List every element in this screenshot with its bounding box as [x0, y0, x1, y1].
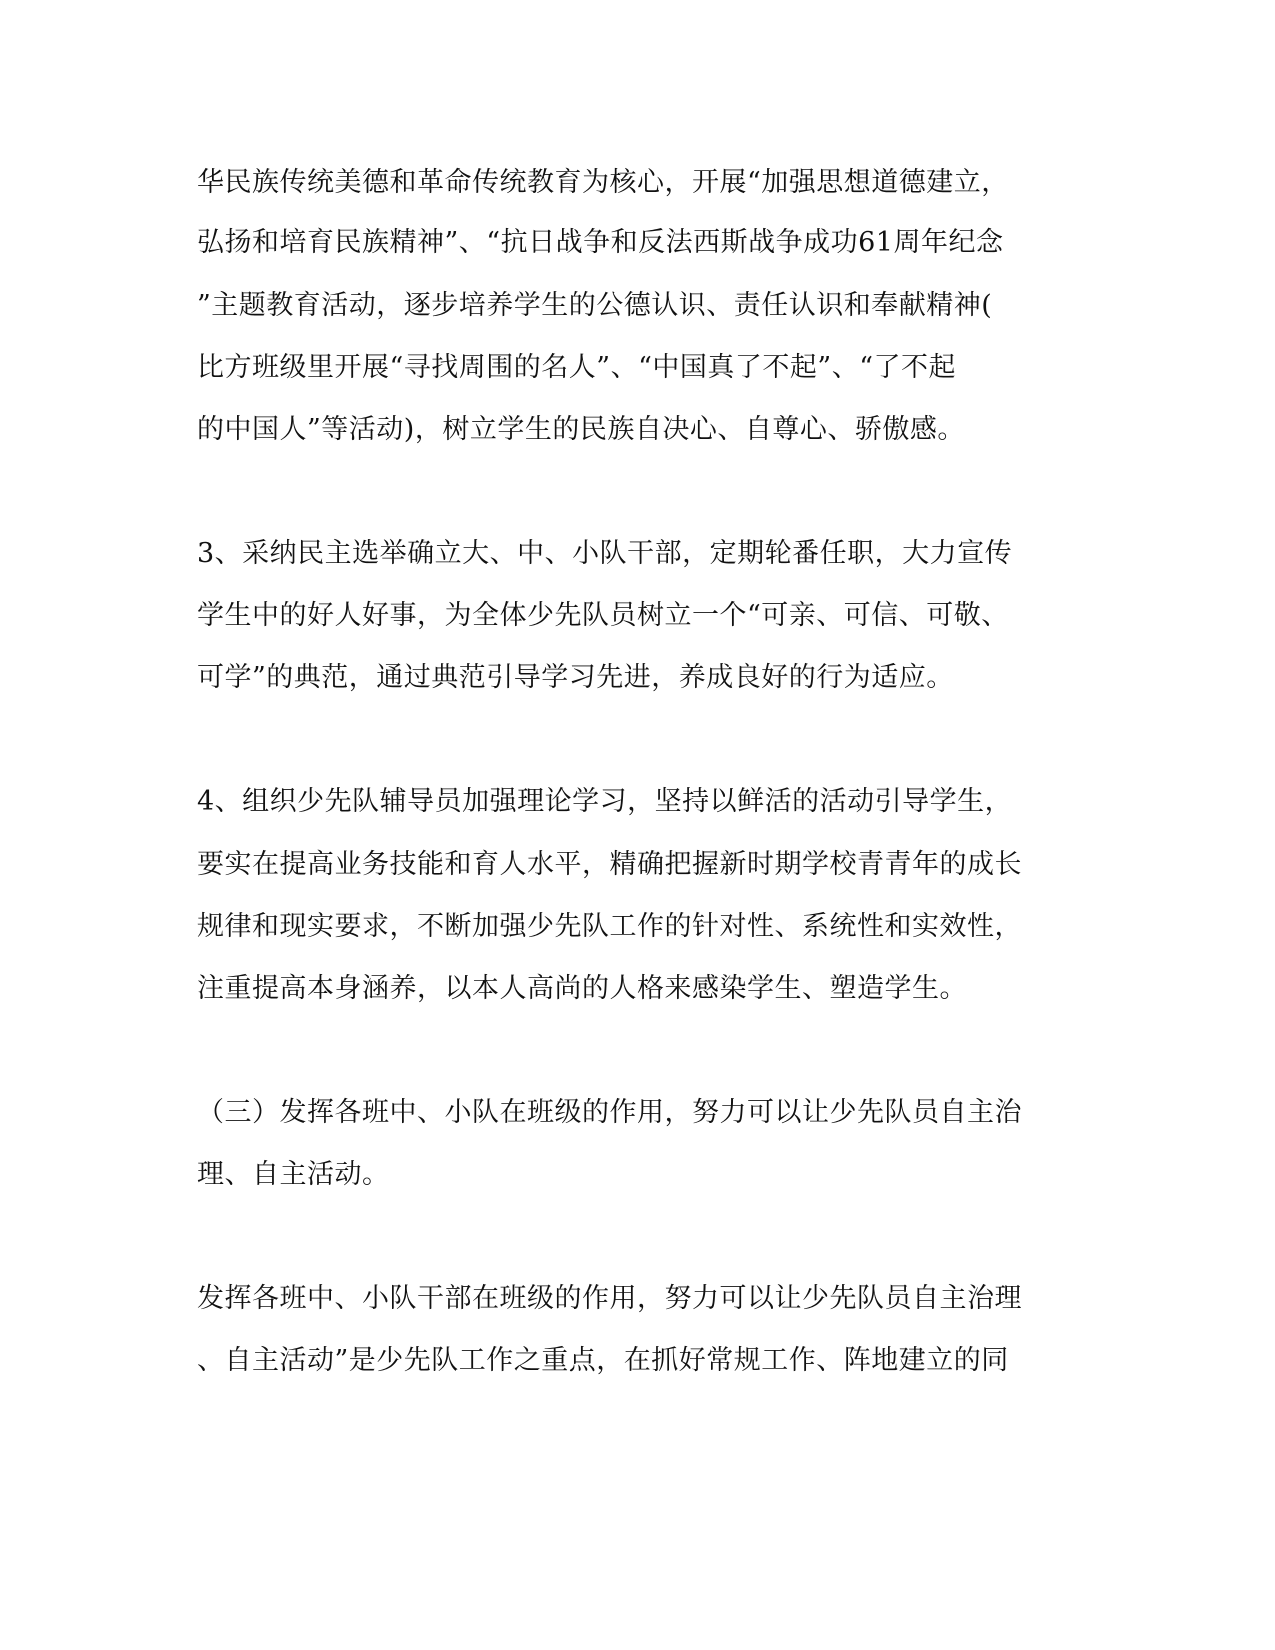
text-line: 华民族传统美德和革命传统教育为核心，开展“加强思想道德建立，	[197, 167, 1009, 198]
text-line: 4、组织少先队辅导员加强理论学习，坚持以鲜活的活动引导学生，	[197, 786, 1013, 817]
text-line: 注重提高本身涵养，以本人高尚的人格来感染学生、塑造学生。	[197, 973, 967, 1004]
text-line: 要实在提高业务技能和育人水平，精确把握新时期学校青青年的成长	[197, 849, 1022, 880]
text-line: （三）发挥各班中、小队在班级的作用，努力可以让少先队员自主治	[197, 1097, 1022, 1128]
text-line: 发挥各班中、小队干部在班级的作用，努力可以让少先队员自主治理	[197, 1283, 1022, 1314]
text-line: 理、自主活动。	[197, 1159, 390, 1190]
text-line: 的中国人”等活动)，树立学生的民族自决心、自尊心、骄傲感。	[197, 414, 965, 445]
text-line: 弘扬和培育民族精神”、“抗日战争和反法西斯战争成功61周年纪念	[197, 227, 1004, 258]
text-line: ”主题教育活动，逐步培养学生的公德认识、责任认识和奉献精神(	[197, 290, 993, 321]
text-line: 比方班级里开展“寻找周围的名人”、“中国真了不起”、“了不起	[197, 352, 957, 383]
text-line: 3、采纳民主选举确立大、中、小队干部，定期轮番任职，大力宣传	[197, 538, 1013, 569]
text-line: 规律和现实要求，不断加强少先队工作的针对性、系统性和实效性，	[197, 911, 1022, 942]
text-line: 、自主活动”是少先队工作之重点，在抓好常规工作、阵地建立的同	[197, 1345, 1009, 1376]
text-line: 学生中的好人好事，为全体少先队员树立一个“可亲、可信、可敬、	[197, 600, 1009, 631]
text-line: 可学”的典范，通过典范引导学习先进，养成良好的行为适应。	[197, 662, 954, 693]
